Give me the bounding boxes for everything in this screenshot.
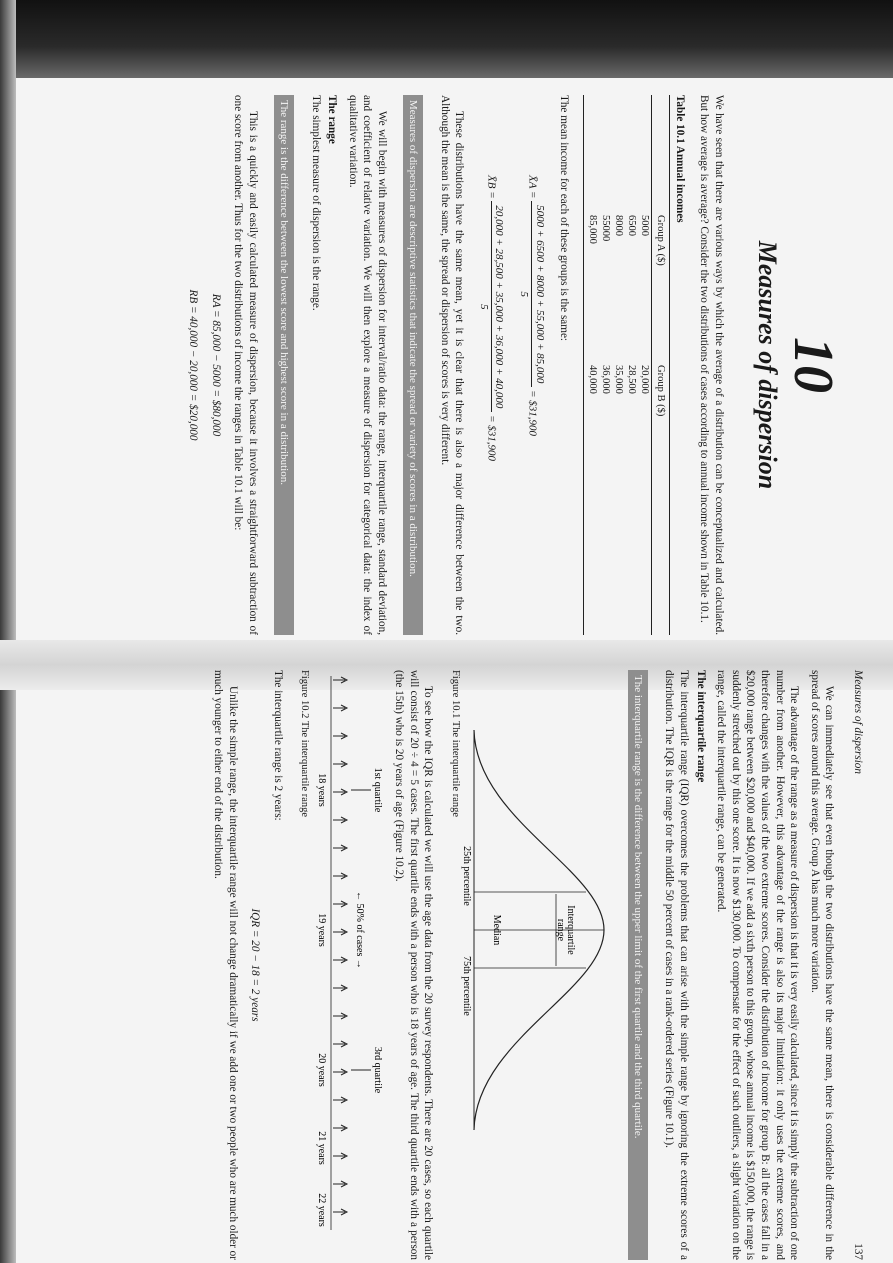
case-arrow xyxy=(334,705,348,711)
figure-quartile-arrows xyxy=(314,670,386,1260)
table-cell: 28,500 xyxy=(626,365,638,394)
case-arrow xyxy=(334,677,348,683)
case-arrow xyxy=(334,1097,348,1103)
callout-range-definition: The range is the difference between the lowest score and highest score in a distribution. xyxy=(274,95,294,635)
table-cell: 35,000 xyxy=(613,365,625,394)
case-arrow xyxy=(334,1041,348,1047)
case-arrow xyxy=(334,985,348,991)
label-fifty-percent: ← 50% of cases → xyxy=(354,891,366,969)
eq-b-numerator: 20,000 + 28,500 + 35,000 + 36,000 + 40,000 xyxy=(491,201,507,412)
table-cell: 6500 xyxy=(626,215,638,236)
table-header-b: Group B ($) xyxy=(652,365,670,635)
eq-b-lhs: X̄B = xyxy=(485,175,498,199)
case-arrow xyxy=(334,957,348,963)
callout-dispersion-definition: Measures of dispersion are descriptive statistics that indicate the spread or variety of scores in a distribution. xyxy=(403,95,423,635)
tick-label: 19 years xyxy=(316,913,328,947)
quartile-svg xyxy=(314,670,386,1260)
case-arrow xyxy=(334,901,348,907)
table-cell: 8000 xyxy=(613,215,625,236)
tick-label: 21 years xyxy=(316,1131,328,1165)
eq-b-result: = $31,900 xyxy=(485,415,498,462)
paragraph-iqr: The interquartile range (IQR) overcomes the problems that can arise with the simple range by ignoring the extreme scores of a distribution. The IQR is the range for the middle 50 percent of cases in a rank-ordered series (Figure 10.1). xyxy=(663,670,691,1260)
figure1-caption: Figure 10.1 The interquartile range xyxy=(449,670,461,818)
paragraph-spread: We can immediately see that even though the two distributions have the same mean, there is considerable difference in the spread of scores around this average. Group A has much more variation. xyxy=(808,670,836,1260)
table-cell: 36,000 xyxy=(600,365,612,394)
eq-a-lhs: X̄A = xyxy=(526,175,538,199)
table-row xyxy=(584,95,600,635)
tick-label: 20 years xyxy=(316,1053,328,1087)
quick-paragraph: This is a quickly and easily calculated measure of dispersion, because it involves a straightforward subtraction of one score from another. Thus for the two distributions of income the ranges in Table 10.1 will be: xyxy=(232,95,260,635)
label-iqr-2: range xyxy=(554,918,566,942)
eq-a-numerator: 5000 + 6500 + 8000 + 55,000 + 85,000 xyxy=(531,201,547,387)
table-cell: 85,000 xyxy=(584,95,600,365)
range-intro: The simplest measure of dispersion is the range. xyxy=(309,95,322,311)
chapter-number: 10 xyxy=(782,337,844,393)
equation-range-a: RA = 85,000 − 5000 = $80,000 xyxy=(209,293,222,437)
case-arrow xyxy=(334,845,348,851)
case-arrow xyxy=(334,1069,348,1075)
case-arrow xyxy=(334,1013,348,1019)
table-cell: 20,000 xyxy=(639,365,651,394)
table-row xyxy=(638,95,652,635)
paragraph-iqr-result: The interquartile range is 2 years: xyxy=(271,670,284,821)
table-row xyxy=(612,95,625,635)
income-table xyxy=(583,95,670,635)
paragraph-advantage: The advantage of the range as a measure of dispersion is that it is very easily calculated, since it is simply the subtraction of one number from another. However, this advantage of the range is also its major limitation: it only uses the extreme scores, and therefore changes with the values of the two extreme scores. Consider the distribution of income for group B: all the cases fall in a $20,000 range between $20,000 and $40,000. If we add a sixth person to this group, whose annual income is $150,000, the range is suddenly stretched out by this one score. It is now $130,000. To compensate for the effect of such outliers, a slight variation on the range, called the interquartile range, can be generated. xyxy=(715,670,801,1260)
label-p75: 75th percentile xyxy=(460,956,472,1016)
table-cell: 5000 xyxy=(639,215,651,236)
case-arrow xyxy=(334,1181,348,1187)
callout-iqr-definition: The interquartile range is the difference between the upper limit of the first quartile and the third quartile. xyxy=(628,670,648,1260)
equation-range-b: RB = 40,000 − 20,000 = $20,000 xyxy=(187,289,200,441)
label-q3: 3rd quartile xyxy=(372,1046,384,1094)
case-arrow xyxy=(334,1125,348,1131)
table-row xyxy=(625,95,638,635)
heading-range: The range xyxy=(326,95,339,144)
intro-paragraph: We have seen that there are various ways by which the average of a distribution can be conceptualized and calculated. But how average is average? Consider the two distributions of cases according to annual income shown in Table 10.1. xyxy=(698,95,725,635)
paragraph-unlike: Unlike the simple range, the interquartile range will not change dramatically if we add one or two people who are much older or much younger to either end of the distribution. xyxy=(212,670,239,1260)
running-head-title: Measures of dispersion xyxy=(852,670,864,774)
label-iqr-1: Interquartile xyxy=(564,905,576,955)
equation-mean-b xyxy=(476,175,506,635)
mean-intro: The mean income for each of these groups is the same: xyxy=(558,95,571,342)
eq-a-denominator: 5 xyxy=(518,291,531,298)
table-cell: 55000 xyxy=(600,215,612,242)
case-arrow xyxy=(334,929,348,935)
difference-paragraph: These distributions have the same mean, yet it is clear that there is also a major difference between the two. Although the mean is the same, the spread or dispersion of scores is very different. xyxy=(438,95,466,635)
page-number: 137 xyxy=(852,1243,864,1260)
case-arrow xyxy=(334,1209,348,1215)
case-arrows xyxy=(334,677,348,1215)
table-cell: 40,000 xyxy=(584,365,600,635)
case-arrow xyxy=(334,873,348,879)
chapter-title: Measures of dispersion xyxy=(753,240,782,490)
scanner-shadow-top xyxy=(0,0,893,78)
equation-iqr: IQR = 20 − 18 = 2 years xyxy=(249,908,262,1022)
page-left xyxy=(15,95,850,635)
case-arrow xyxy=(334,761,348,767)
table-row xyxy=(599,95,612,635)
figure-normal-curve xyxy=(460,670,614,1260)
label-q1: 1st quartile xyxy=(372,767,384,813)
label-p25: 25th percentile xyxy=(460,846,472,906)
begin-paragraph: We will begin with measures of dispersion for interval/ratio data: the range, interquartile range, standard deviation, and coefficient of relative variation. We will then explore a measure of dispersion for categorical data: the index of qualitative variation. xyxy=(346,95,389,635)
heading-iqr: The interquartile range xyxy=(694,670,707,783)
label-median: Median xyxy=(490,914,502,946)
eq-a-result: = $31,900 xyxy=(526,390,538,437)
equation-mean-a xyxy=(516,175,546,635)
paragraph-age-data: To see how the IQR is calculated we will use the age data from the 20 survey respondents. There are 20 cases, so each quartile will consist of 20 ÷ 4 = 5 cases. The first quartile ends with a person who is 18 years of age. The third quartile ends with a person (the 15th) who is 20 years of age (Figure 10.2). xyxy=(393,670,435,1260)
case-arrow xyxy=(334,789,348,795)
table-header-a: Group A ($) xyxy=(652,95,670,365)
running-header xyxy=(850,670,865,1260)
page-right xyxy=(5,670,865,1260)
figure2-caption: Figure 10.2 The interquartile range xyxy=(299,670,311,818)
tick-label: 22 years xyxy=(316,1193,328,1227)
case-arrow xyxy=(334,733,348,739)
normal-curve-svg xyxy=(460,670,614,1260)
case-arrow xyxy=(334,817,348,823)
tick-label: 18 years xyxy=(316,773,328,807)
table-caption: Table 10.1 Annual incomes xyxy=(673,95,686,223)
case-arrow xyxy=(334,1153,348,1159)
eq-b-denominator: 5 xyxy=(477,304,490,310)
